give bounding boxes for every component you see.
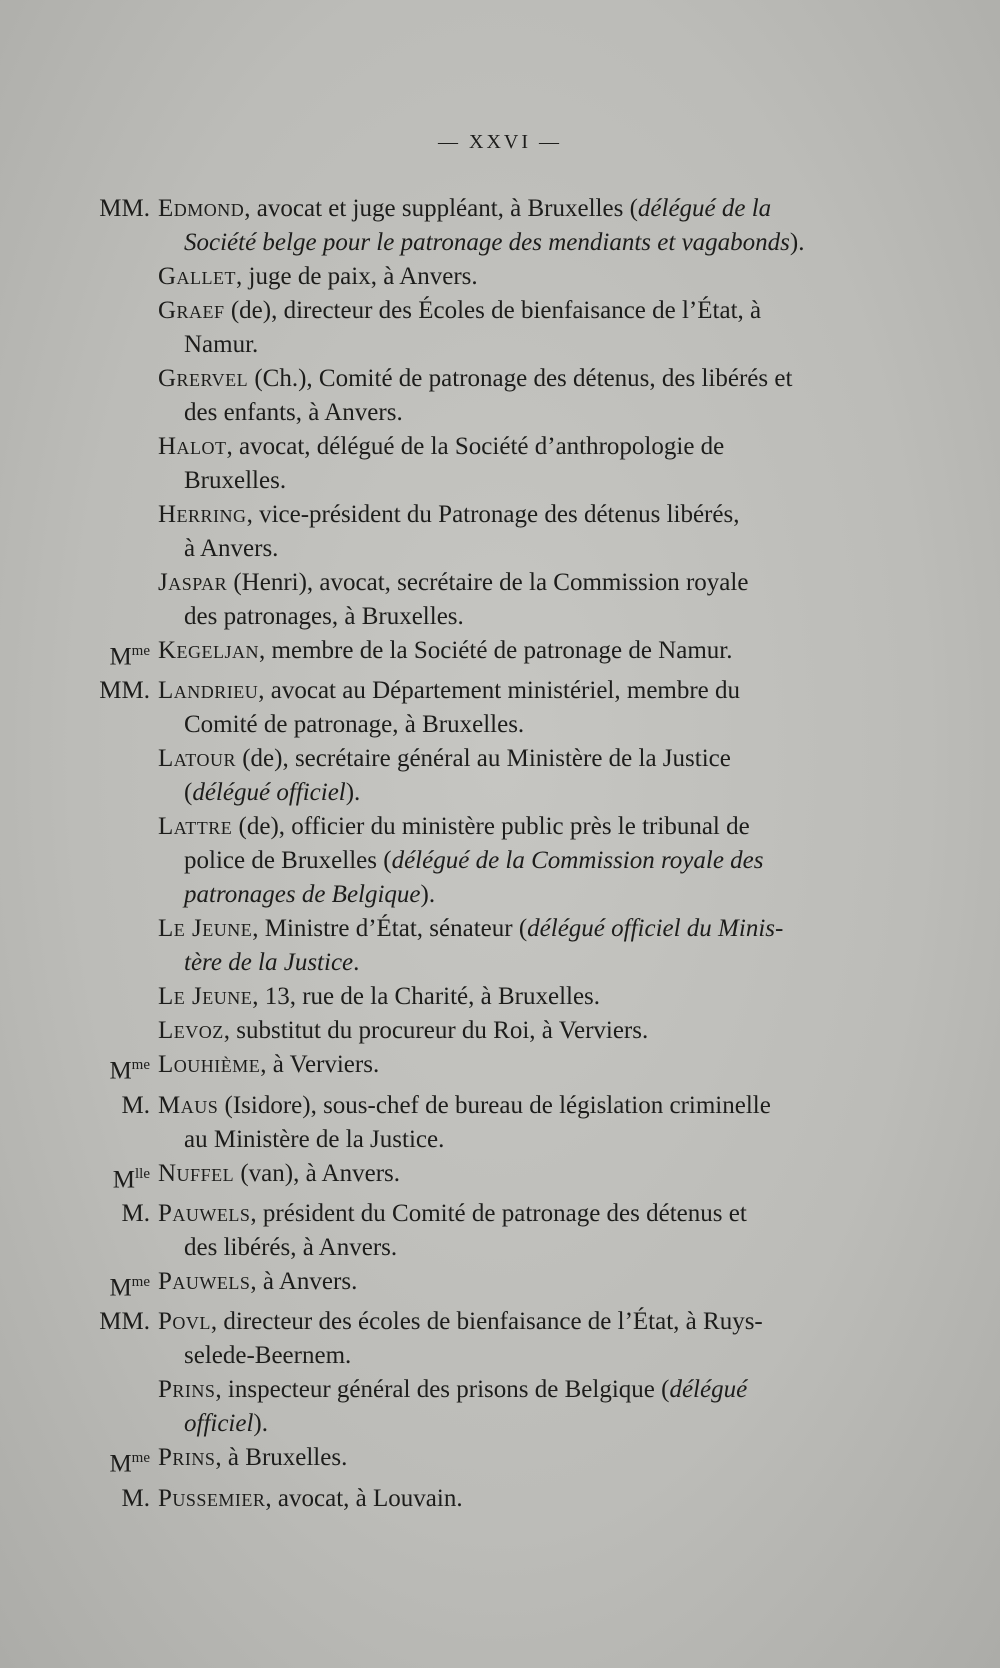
list-item: [78, 1048, 916, 1088]
entry-text: Kegeljan, membre de la Société de patronage de Namur.: [158, 637, 733, 664]
entry-text: Pauwels, président du Comité de patronage des détenus et des libérés, à Anvers.: [158, 1199, 747, 1261]
entry-text: Grervel (Ch.), Comité de patronage des détenus, des libérés et des enfants, à Anvers.: [158, 365, 793, 426]
title-prefix: MM.: [99, 195, 150, 222]
member-name: Prins: [158, 1444, 216, 1472]
entry-text: Pussemier, avocat, à Louvain.: [158, 1484, 463, 1512]
member-name: Landrieu: [158, 677, 259, 705]
member-name: Pauwels: [158, 1199, 251, 1227]
list-item: [78, 912, 916, 980]
member-name: Graef: [158, 297, 225, 324]
entry-text: Prins, à Bruxelles.: [158, 1444, 348, 1472]
member-name: Herring: [158, 501, 247, 528]
member-name: Maus: [158, 1091, 219, 1119]
member-name: Halot: [158, 433, 227, 460]
entry-text: Nuffel (van), à Anvers.: [158, 1159, 400, 1187]
member-name: Pauwels: [158, 1267, 251, 1295]
title-prefix: $M^{me}$: [109, 643, 150, 671]
title-prefix: $M^{me}$: [109, 1057, 150, 1085]
list-item: [78, 1157, 916, 1197]
list-item: [78, 294, 916, 362]
title-prefix: M.: [121, 1484, 150, 1512]
entry-text: Levoz, substitut du procureur du Roi, à Verviers.: [158, 1017, 649, 1045]
list-item: [78, 742, 916, 810]
list-item: [78, 980, 916, 1014]
member-name: Latour: [158, 745, 236, 773]
entry-text: Landrieu, avocat au Département ministériel, membre du Comité de patronage, à Bruxelles.: [158, 677, 741, 739]
title-prefix: $M^{me}$: [109, 1273, 150, 1302]
member-name: Nuffel: [158, 1159, 235, 1187]
member-name: Povl: [158, 1308, 211, 1336]
entry-text: Pauwels, à Anvers.: [158, 1267, 358, 1295]
member-name: Kegeljan: [158, 637, 260, 664]
list-item: [78, 362, 916, 430]
member-name: Edmond: [158, 195, 245, 222]
list-item: [78, 1197, 916, 1265]
list-item: [78, 634, 916, 674]
entry-text: Herring, vice-président du Patronage des détenus libérés, à Anvers.: [158, 501, 740, 562]
page-number: — XXVI —: [438, 131, 562, 153]
title-prefix: MM.: [99, 677, 150, 705]
entry-text: Edmond, avocat et juge suppléant, à Bruxelles (délégué de la Société belge pour le patronage des mendiants et vagabonds).: [158, 195, 805, 256]
entry-text: Latour (de), secrétaire général au Ministère de la Justice (délégué officiel).: [158, 745, 731, 807]
list-item: [78, 1373, 916, 1441]
entry-text: Gallet, juge de paix, à Anvers.: [158, 263, 478, 290]
list-item: [78, 1265, 916, 1305]
title-prefix: M.: [121, 1199, 150, 1227]
member-name: Jaspar: [158, 569, 228, 596]
entry-text: Prins, inspecteur général des prisons de Belgique (délégué officiel).: [158, 1376, 748, 1438]
member-name: Pussemier: [158, 1484, 266, 1512]
entry-text: Louhième, à Verviers.: [158, 1051, 380, 1079]
member-name: Levoz: [158, 1017, 224, 1045]
member-name: Prins: [158, 1376, 216, 1404]
entry-text: Maus (Isidore), sous-chef de bureau de législation criminelle au Ministère de la Justice.: [158, 1091, 771, 1153]
entry-text: Jaspar (Henri), avocat, secrétaire de la Commission royale des patronages, à Bruxelles.: [158, 569, 749, 630]
member-list: [78, 192, 916, 1516]
list-item: [78, 674, 916, 742]
list-item: [78, 192, 916, 260]
member-name: Le Jeune: [158, 915, 253, 943]
list-item: [78, 430, 916, 498]
member-name: Gallet: [158, 263, 237, 290]
member-name: Louhième: [158, 1051, 261, 1079]
member-name: Lattre: [158, 813, 233, 841]
member-name: Le Jeune: [158, 983, 253, 1011]
title-prefix: M.: [121, 1091, 150, 1119]
entry-text: Le Jeune, Ministre d’État, sénateur (délégué officiel du Minis- tère de la Justice.: [158, 915, 784, 977]
list-item: [78, 1014, 916, 1048]
list-item: [78, 260, 916, 294]
entry-text: Povl, directeur des écoles de bienfaisance de l’État, à Ruys- selede-Beernem.: [158, 1308, 763, 1370]
list-item: [78, 566, 916, 634]
member-name: Grervel: [158, 365, 249, 392]
list-item: [78, 498, 916, 566]
list-item: [78, 1305, 916, 1373]
list-item: [78, 1089, 916, 1157]
title-prefix: $M^{me}$: [109, 1450, 150, 1478]
entry-text: Halot, avocat, délégué de la Société d’anthropologie de Bruxelles.: [158, 433, 725, 494]
list-item: [78, 810, 916, 912]
list-item: [78, 1441, 916, 1481]
entry-text: Lattre (de), officier du ministère public près le tribunal de police de Bruxelles (délégué de la Commission royale des patronages de Belgique).: [158, 813, 764, 909]
title-prefix: $M^{lle}$: [112, 1165, 150, 1193]
entry-text: Graef (de), directeur des Écoles de bienfaisance de l’État, à Namur.: [158, 297, 762, 358]
title-prefix: MM.: [99, 1308, 150, 1336]
list-item: [78, 1482, 916, 1516]
entry-text: Le Jeune, 13, rue de la Charité, à Bruxelles.: [158, 983, 601, 1011]
